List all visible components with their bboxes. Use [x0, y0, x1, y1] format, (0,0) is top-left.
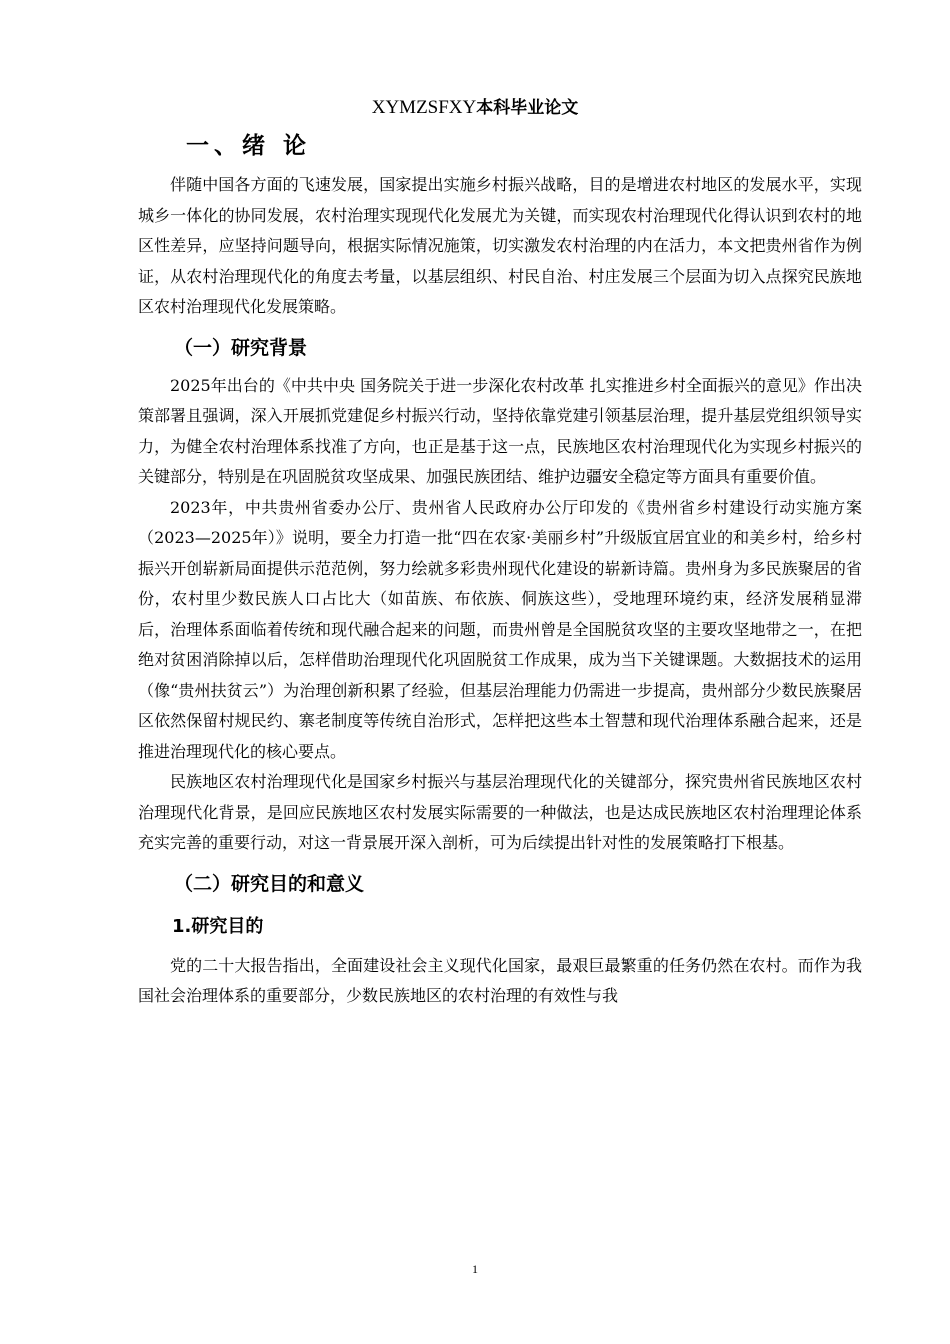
page-body [138, 128, 862, 1012]
section-heading-background: （一）研究背景 [174, 336, 308, 359]
background-paragraph-2: 2023年，中共贵州省委办公厅、贵州省人民政府办公厅印发的《贵州省乡村建设行动实施方案（2023—2025年）》说明，要全力打造一批“四在农家·美丽乡村”升级版宜居宜业的和美乡村，给乡村振兴开创崭新局面提供示范范例，努力绘就多彩贵州现代化建设的崭新诗篇。贵州身为多民族聚居的省份，农村里少数民族人口占比大（如苗族、布依族、侗族这些），受地理环境约束，经济发展稍显滞后，治理体系面临着传统和现代融合起来的问题，而贵州曾是全国脱贫攻坚的主要攻坚地带之一，在把绝对贫困消除掉以后，怎样借助治理现代化巩固脱贫工作成果，成为当下关键课题。大数据技术的运用（像“贵州扶贫云”）为治理创新积累了经验，但基层治理能力仍需进一步提高，贵州部分少数民族聚居区依然保留村规民约、寨老制度等传统自治形式，怎样把这些本土智慧和现代治理体系融合起来，还是推进治理现代化的核心要点。 [138, 497, 862, 761]
intro-paragraph: 伴随中国各方面的飞速发展，国家提出实施乡村振兴战略，目的是增进农村地区的发展水平，实现城乡一体化的协同发展，农村治理实现现代化发展尤为关键，而实现农村治理现代化得认识到农村的地区性差异，应坚持问题导向，根据实际情况施策，切实激发农村治理的内在活力，本文把贵州省作为例证，从农村治理现代化的角度去考量，以基层组织、村民自治、村庄发展三个层面为切入点探究民族地区农村治理现代化发展策略。 [138, 175, 862, 316]
header-title: 本科毕业论文 [476, 98, 579, 118]
subsection-heading-purpose: 1.研究目的 [172, 915, 264, 937]
background-paragraph-3: 民族地区农村治理现代化是国家乡村振兴与基层治理现代化的关键部分，探究贵州省民族地区农村治理现代化背景，是回应民族地区农村发展实际需要的一种做法，也是达成民族地区农村治理理论体系充实完善的重要行动，对这一背景展开深入剖析，可为后续提出针对性的发展策略打下根基。 [138, 772, 862, 852]
background-paragraph-1: 2025年出台的《中共中央 国务院关于进一步深化农村改革 扎实推进乡村全面振兴的意见》作出决策部署且强调，深入开展抓党建促乡村振兴行动，坚持依靠党建引领基层治理，提升基层党组织领导实力，为健全农村治理体系找准了方向，也正是基于这一点，民族地区农村治理现代化为实现乡村振兴的关键部分，特别是在巩固脱贫攻坚成果、加强民族团结、维护边疆安全稳定等方面具有重要价值。 [138, 375, 862, 486]
chapter-heading: 一、绪 论 [186, 133, 312, 159]
header-code: XYMZSFXY [371, 97, 477, 118]
page-header [0, 94, 950, 121]
section-heading-purpose: （二）研究目的和意义 [174, 872, 365, 895]
page-number: 1 [472, 1262, 478, 1276]
purpose-paragraph: 党的二十大报告指出，全面建设社会主义现代化国家，最艰巨最繁重的任务仍然在农村。而作为我国社会治理体系的重要部分，少数民族地区的农村治理的有效性与我 [138, 955, 862, 1005]
